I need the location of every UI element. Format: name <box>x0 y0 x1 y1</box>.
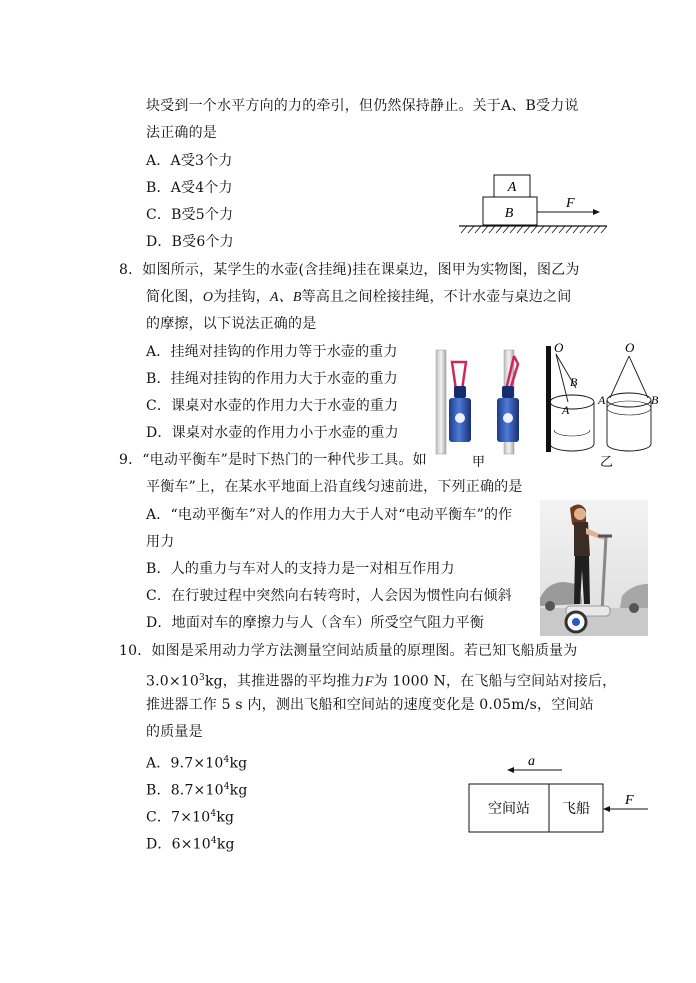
q8-stem-ab: A、B <box>269 290 302 305</box>
option-value: B．8.7×10 <box>146 782 224 799</box>
woman-torso <box>574 522 590 556</box>
option-value: D．6×10 <box>146 836 211 853</box>
station-label: 空间站 <box>488 802 530 817</box>
q8-stem-text: 等高且之间栓接挂绳，不计水壶与桌边之间 <box>301 289 572 305</box>
q8-option-a: A．挂绳对挂钩的作用力等于水壶的重力 <box>146 344 398 360</box>
force-label: F <box>566 196 575 211</box>
q10-option-a <box>146 750 247 774</box>
q8-stem-o: O <box>202 290 214 305</box>
option-unit: kg <box>216 809 235 826</box>
q9-option-c: C．在行驶过程中突然向右转弯时，人会因为惯性向右倾斜 <box>146 588 512 604</box>
caption-yi: 乙 <box>600 454 614 469</box>
q9-stem-line-1: 9．“电动平衡车”是时下热门的一种代步工具。如 <box>119 452 427 468</box>
q10-mass-exponent: 3 <box>199 673 205 683</box>
thrust-arrowhead <box>603 806 610 812</box>
q8-option-b: B．挂绳对挂钩的作用力大于水壶的重力 <box>146 371 398 387</box>
q10-stem-line-3: 推进器工作 5 s 内，测出飞船和空间站的速度变化是 0.05m/s，空间站 <box>146 697 594 713</box>
ship-label: 飞船 <box>562 802 590 817</box>
q7-option-a: A．A受3个力 <box>146 153 233 169</box>
cyl1-top <box>550 395 594 409</box>
option-exponent: 4 <box>210 809 217 819</box>
option-value: A．9.7×10 <box>146 755 224 772</box>
cyl1-inner <box>554 430 590 436</box>
cyl2-rim <box>607 401 651 415</box>
thrust-label: F <box>625 793 634 808</box>
q8-stem-line-3: 的摩擦，以下说法正确的是 <box>146 316 317 332</box>
block-b-label: B <box>504 206 514 221</box>
bottle-right-cap <box>502 386 514 398</box>
bottle-left-logo <box>455 413 465 423</box>
q7-block-diagram <box>455 170 615 238</box>
label-b-2: B <box>651 393 659 407</box>
desk-leg-left <box>436 350 446 454</box>
q8-option-d: D．课桌对水壶的作用力小于水壶的重力 <box>146 425 399 441</box>
q9-stem-line-2: 平衡车”上，在某水平地面上沿直线匀速前进，下列正确的是 <box>146 479 523 495</box>
q7-stem-line-2: 法正确的是 <box>146 125 217 141</box>
option-unit: kg <box>229 782 248 799</box>
q8-stem-text: 简化图， <box>146 289 203 305</box>
q10-option-b <box>146 777 248 801</box>
label-o-1: O <box>554 340 564 355</box>
force-arrowhead <box>593 209 600 215</box>
cyl2-bottom <box>607 444 651 451</box>
label-o-2: O <box>625 340 635 355</box>
q10-force-symbol: F <box>364 674 374 690</box>
accel-arrowhead <box>507 767 514 773</box>
q10-option-d <box>146 831 235 855</box>
block-a-label: A <box>507 180 517 195</box>
accel-label: a <box>528 754 535 769</box>
q8-stem-text: 为挂钩， <box>213 289 270 305</box>
q9-option-a-line-1: A．“电动平衡车”对人的作用力大于人对“电动平衡车”的作 <box>146 507 513 523</box>
balance-scooter-photo <box>540 500 648 636</box>
rope-ob-2 <box>629 356 648 398</box>
option-exponent: 4 <box>223 782 230 792</box>
q10-option-c <box>146 804 234 828</box>
option-exponent: 4 <box>223 755 230 765</box>
bottle-right-logo <box>503 413 513 423</box>
q9-option-b: B．人的重力与车对人的支持力是一对相互作用力 <box>146 561 455 577</box>
label-b-1: B <box>570 375 578 389</box>
caption-jia: 甲 <box>472 454 486 469</box>
q9-option-a-line-2: 用力 <box>146 534 175 550</box>
label-a-1: A <box>562 403 570 417</box>
cyl2-top <box>607 393 651 407</box>
cyl1-bottom <box>550 444 594 451</box>
q8-stem-line-1: 8．如图所示，某学生的水壶(含挂绳)挂在课桌边，图甲为实物图，图乙为 <box>119 262 580 278</box>
q8-figure-yi <box>540 342 670 470</box>
q8-option-c: C．课桌对水壶的作用力大于水壶的重力 <box>146 398 399 414</box>
q7-option-d: D．B受6个力 <box>146 234 234 250</box>
q10-mass-value: 3.0×10 <box>146 673 200 690</box>
label-a-2: A <box>598 393 606 407</box>
ground-hatch <box>461 226 607 233</box>
q10-stem-line-4: 的质量是 <box>146 724 203 740</box>
q9-option-d: D．地面对车的摩擦力与人（含车）所受空气阻力平衡 <box>146 615 485 631</box>
q10-stem-text: kg，其推进器的平均推力 <box>204 673 365 690</box>
q7-option-c: C．B受5个力 <box>146 207 234 223</box>
rope-oa-2 <box>610 356 629 398</box>
q10-stem-line-1: 10．如图是采用动力学方法测量空间站质量的原理图。若已知飞船质量为 <box>119 643 578 659</box>
option-value: C．7×10 <box>146 809 211 826</box>
q8-stem-line-2 <box>146 287 571 308</box>
q8-figure-jia <box>430 342 538 470</box>
option-exponent: 4 <box>210 836 217 846</box>
option-unit: kg <box>229 755 248 772</box>
option-unit: kg <box>216 836 235 853</box>
q7-stem-line-1: 块受到一个水平方向的力的牵引，但仍然保持静止。关于A、B受力说 <box>146 98 579 114</box>
q10-docking-diagram <box>462 752 662 836</box>
q10-stem-text: 为 1000 N，在飞船与空间站对接后， <box>373 673 617 690</box>
woman-head <box>574 508 586 520</box>
q7-option-b: B．A受4个力 <box>146 180 233 196</box>
bottle-left-cap <box>454 386 466 398</box>
strap-left <box>452 362 466 390</box>
q10-stem-line-2 <box>146 668 616 693</box>
